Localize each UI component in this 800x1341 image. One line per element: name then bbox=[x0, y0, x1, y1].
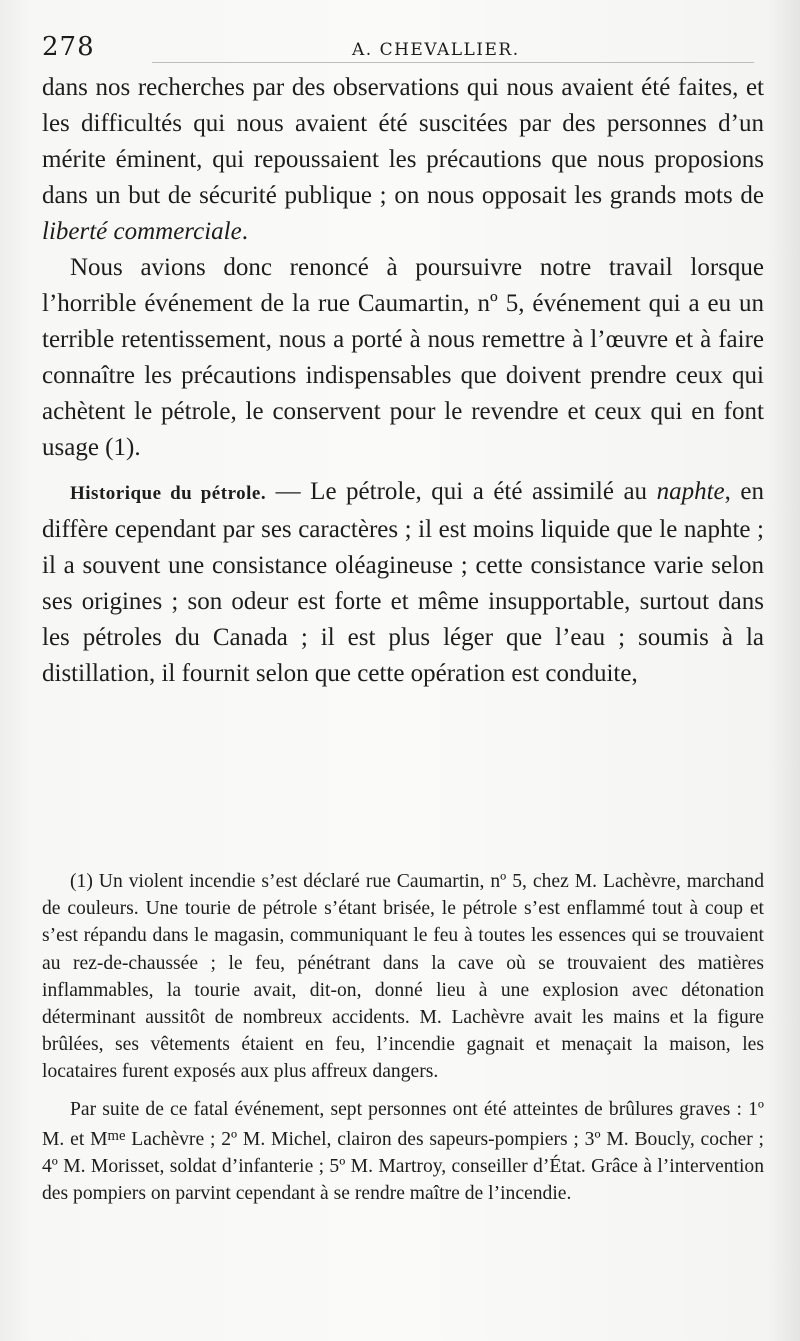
paragraph-text: — Le pétrole, qui a été assimilé au bbox=[266, 478, 657, 505]
paragraph-continuation bbox=[42, 70, 764, 250]
page-number: 278 bbox=[42, 32, 95, 62]
paragraph-historique bbox=[42, 474, 764, 692]
footnotes bbox=[42, 868, 764, 1208]
header-rule bbox=[152, 62, 754, 63]
running-head: A. CHEVALLIER. bbox=[352, 40, 520, 60]
emphasis-naphte: naphte bbox=[656, 478, 725, 505]
main-text bbox=[42, 70, 764, 692]
paragraph-text: , en diffère cependant par ses caractères ; il est moins liquide que le naphte ; il a souvent une consistance oléagineuse ; cette consistance varie selon ses origines ; son odeur est forte et même insupportable, surtout dans les pétroles du Canada ; il est plus léger que l’eau ; soumis à la distillation, il fournit selon que cette opération est conduite, bbox=[42, 478, 764, 687]
footnote-1-continuation bbox=[42, 1096, 764, 1208]
section-heading: Historique du pétrole. bbox=[70, 483, 267, 504]
paragraph-end: . bbox=[241, 218, 248, 245]
footnote-1: (1) Un violent incendie s’est déclaré rue Caumartin, nº 5, chez M. Lachèvre, marchand de couleurs. Une tourie de pétrole s’étant brisée, le pétrole s’est enflammé tout à coup et s’est répandu dans le magasin, communiquant le feu à toutes les essences qui se trouvaient au rez-de-chaussée ; le feu, pénétrant dans la cave où se trouvaient des matières inflammables, la tourie avait, dit-on, donné lieu à une explosion avec détonation déterminant aussitôt de nombreux accidents. M. Lachèvre avait les mains et la figure brûlées, ses vêtements étaient en feu, l’incendie gagnait et menaçait la maison, les locataires furent exposés aux plus affreux dangers. bbox=[42, 871, 764, 1083]
footnote-text: Par suite de ce fatal événement, sept personnes ont été atteintes de brûlures graves : 1º M. et M bbox=[42, 1098, 764, 1150]
emphasis-liberte-commerciale: liberté commerciale bbox=[42, 218, 242, 245]
superscript-me: me bbox=[107, 1127, 126, 1144]
footnote-text: Lachèvre ; 2º M. Michel, clairon des sapeurs-pompiers ; 3º M. Boucly, cocher ; 4º M. Morisset, soldat d’infanterie ; 5º M. Martroy, conseiller d’État. Grâce à l’intervention des pompiers on parvint cependant à se rendre maître de l’incendie. bbox=[42, 1128, 764, 1205]
paragraph-rue-caumartin: Nous avions donc renoncé à poursuivre notre travail lorsque l’horrible événement de la rue Caumartin, nº 5, événement qui a eu un terrible retentissement, nous a porté à nous remettre à l’œuvre et à faire connaître les précautions indispensables que doivent prendre ceux qui achètent le pétrole, le conservent pour le revendre et ceux qui en font usage (1). bbox=[42, 254, 764, 461]
page-header bbox=[42, 28, 754, 68]
paragraph-text: dans nos recherches par des observations qui nous avaient été faites, et les difficultés qui nous avaient été suscitées par des personnes d’un mérite éminent, qui repoussaient les précautions que nous proposions dans un but de sécurité publique ; on nous opposait les grands mots de bbox=[42, 74, 764, 209]
